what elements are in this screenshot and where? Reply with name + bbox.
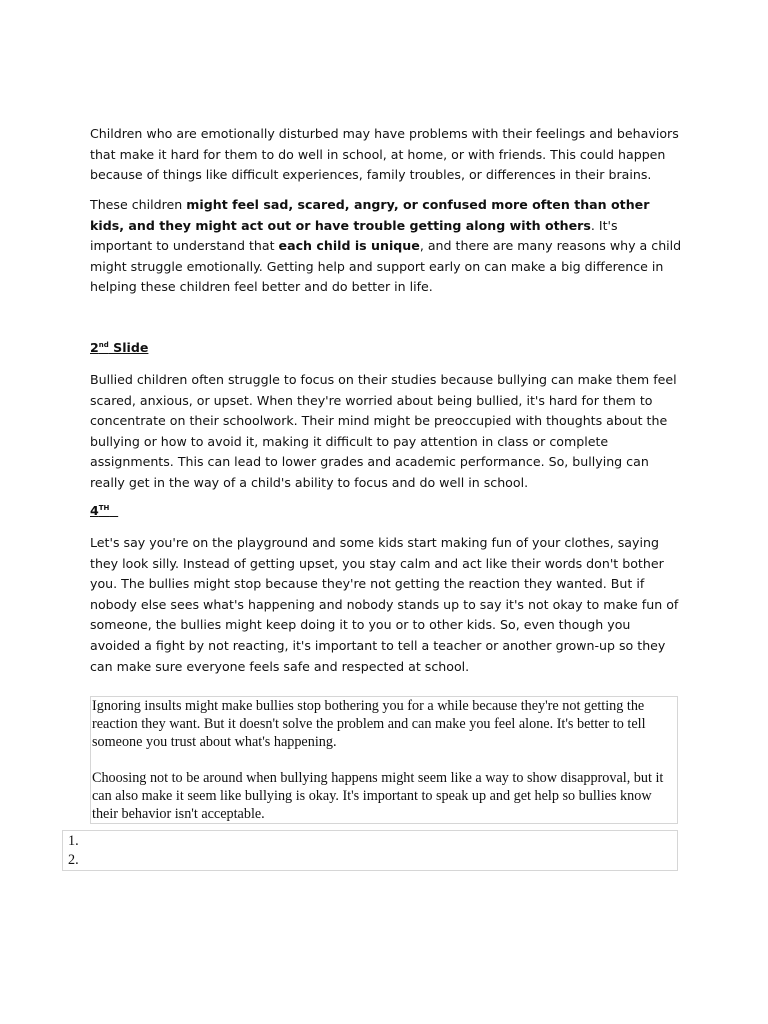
notes-box xyxy=(90,696,678,824)
slide4-heading xyxy=(90,503,118,518)
slide4-heading-superscript: TH xyxy=(98,504,110,512)
intro-p2-text-c: , and there are many reasons why a child might struggle emotionally. Getting help and support early on can make a big difference in helping these children feel better and do better in life. xyxy=(90,238,682,295)
intro-p2-text-b: . It's important to understand that xyxy=(90,217,618,254)
notes-paragraph-2: Choosing not to be around when bullying happens might seem like a way to show disapproval, but it can also make it seem like bullying is okay. It's important to speak up and get help so bullies know their behavior isn't acceptable. xyxy=(92,769,664,823)
slide2-heading-superscript: nd xyxy=(98,341,109,349)
slide2-heading-number: 2 xyxy=(90,340,99,355)
intro-p2-bold-b: each child is unique xyxy=(278,238,420,254)
intro-p2-bold-a: might feel sad, scared, angry, or confused more often than other kids, and they might act out or have trouble getting along with others xyxy=(90,197,650,233)
slide2-heading-text: Slide xyxy=(108,340,149,355)
list-item: 1. xyxy=(68,833,79,849)
notes-paragraph-1: Ignoring insults might make bullies stop bothering you for a while because they're not getting the reaction they want. But it doesn't solve the problem and can make you feel alone. It's better to tell someone you trust about what's happening. xyxy=(92,698,646,751)
intro-p2-text-a: These children xyxy=(90,197,187,212)
intro-paragraph-2 xyxy=(90,195,682,298)
intro-paragraph-1: Children who are emotionally disturbed may have problems with their feelings and behaviors that make it hard for them to do well in school, at home, or with friends. This could happen because of things like difficult experiences, family troubles, or differences in their brains. xyxy=(90,126,679,183)
slide2-paragraph: Bullied children often struggle to focus on their studies because bullying can make them feel scared, anxious, or upset. When they're worried about being bullied, it's hard for them to concentrate on their schoolwork. Their mind might be preoccupied with thoughts about the bullying or how to avoid it, making it difficult to pay attention in class or complete assignments. This can lead to lower grades and academic performance. So, bullying can really get in the way of a child's ability to focus and do well in school. xyxy=(90,372,677,490)
slide4-paragraph: Let's say you're on the playground and some kids start making fun of your clothes, saying they look silly. Instead of getting upset, you stay calm and act like their words don't bother you. The bullies might stop because they're not getting the reaction they wanted. But if nobody else sees what's happening and nobody stands up to say it's not okay to make fun of someone, the bullies might keep doing it to you or to other kids. So, even though you avoided a fight by not reacting, it's important to tell a teacher or another grown-up so they can make sure everyone feels safe and respected at school. xyxy=(90,535,679,674)
list-item: 2. xyxy=(68,852,79,868)
numbered-list xyxy=(62,830,678,871)
slide2-heading xyxy=(90,340,148,355)
slide4-heading-number: 4 xyxy=(90,503,99,518)
